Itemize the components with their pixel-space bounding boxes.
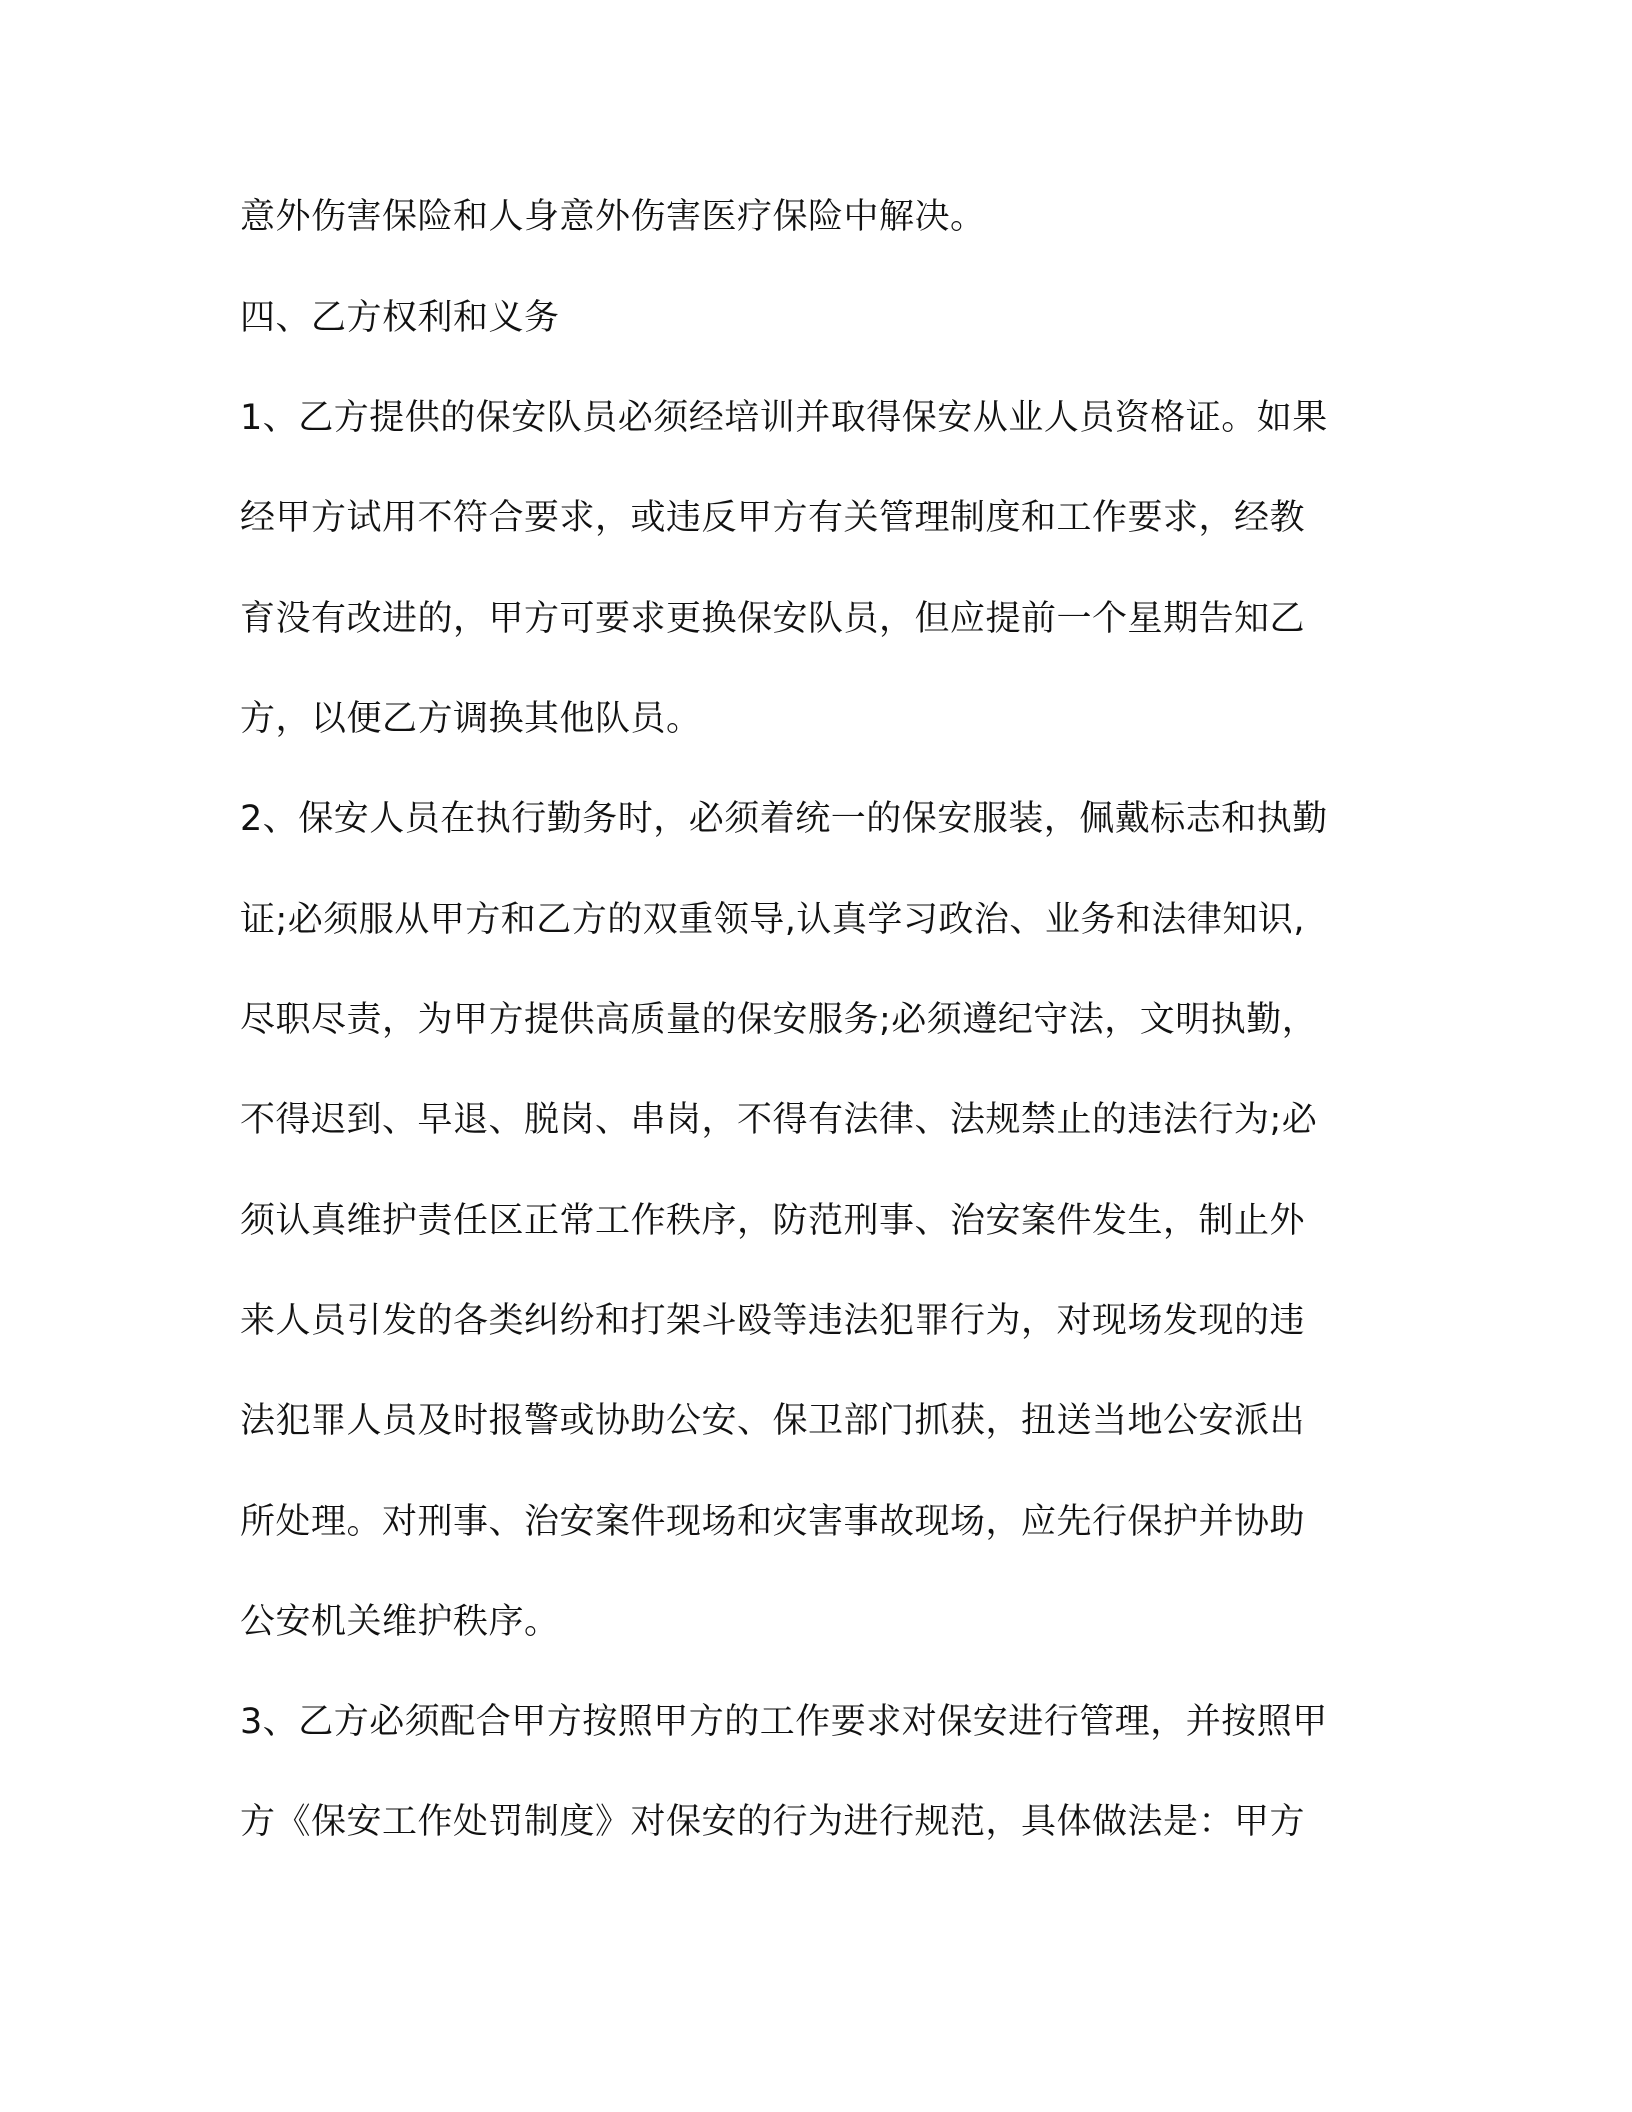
text-line-9: 尽职尽责，为甲方提供高质量的保安服务;必须遵纪守法，文明执勤， <box>240 1000 1318 1040</box>
text-line-16: 3、乙方必须配合甲方按照甲方的工作要求对保安进行管理，并按照甲 <box>240 1702 1328 1742</box>
text-line-8: 证;必须服从甲方和乙方的双重领导,认真学习政治、业务和法律知识, <box>240 900 1306 940</box>
text-line-1: 意外伤害保险和人身意外伤害医疗保险中解决。 <box>240 197 986 237</box>
text-line-5: 育没有改进的，甲方可要求更换保安队员，但应提前一个星期告知乙 <box>240 599 1306 639</box>
section-heading: 四、乙方权利和义务 <box>240 298 560 338</box>
text-line-6: 方，以便乙方调换其他队员。 <box>240 699 702 739</box>
text-line-13: 法犯罪人员及时报警或协助公安、保卫部门抓获，扭送当地公安派出 <box>240 1401 1306 1441</box>
text-line-11: 须认真维护责任区正常工作秩序，防范刑事、治安案件发生，制止外 <box>240 1201 1306 1241</box>
text-line-17: 方《保安工作处罚制度》对保安的行为进行规范，具体做法是：甲方 <box>240 1802 1306 1842</box>
text-line-12: 来人员引发的各类纠纷和打架斗殴等违法犯罪行为，对现场发现的违 <box>240 1301 1306 1341</box>
text-line-3: 1、乙方提供的保安队员必须经培训并取得保安从业人员资格证。如果 <box>240 398 1328 438</box>
text-line-7: 2、保安人员在执行勤务时，必须着统一的保安服装，佩戴标志和执勤 <box>240 799 1328 839</box>
text-line-4: 经甲方试用不符合要求，或违反甲方有关管理制度和工作要求，经教 <box>240 498 1306 538</box>
text-line-10: 不得迟到、早退、脱岗、串岗，不得有法律、法规禁止的违法行为;必 <box>240 1100 1318 1140</box>
text-line-14: 所处理。对刑事、治安案件现场和灾害事故现场，应先行保护并协助 <box>240 1502 1306 1542</box>
text-line-15: 公安机关维护秩序。 <box>240 1602 560 1642</box>
